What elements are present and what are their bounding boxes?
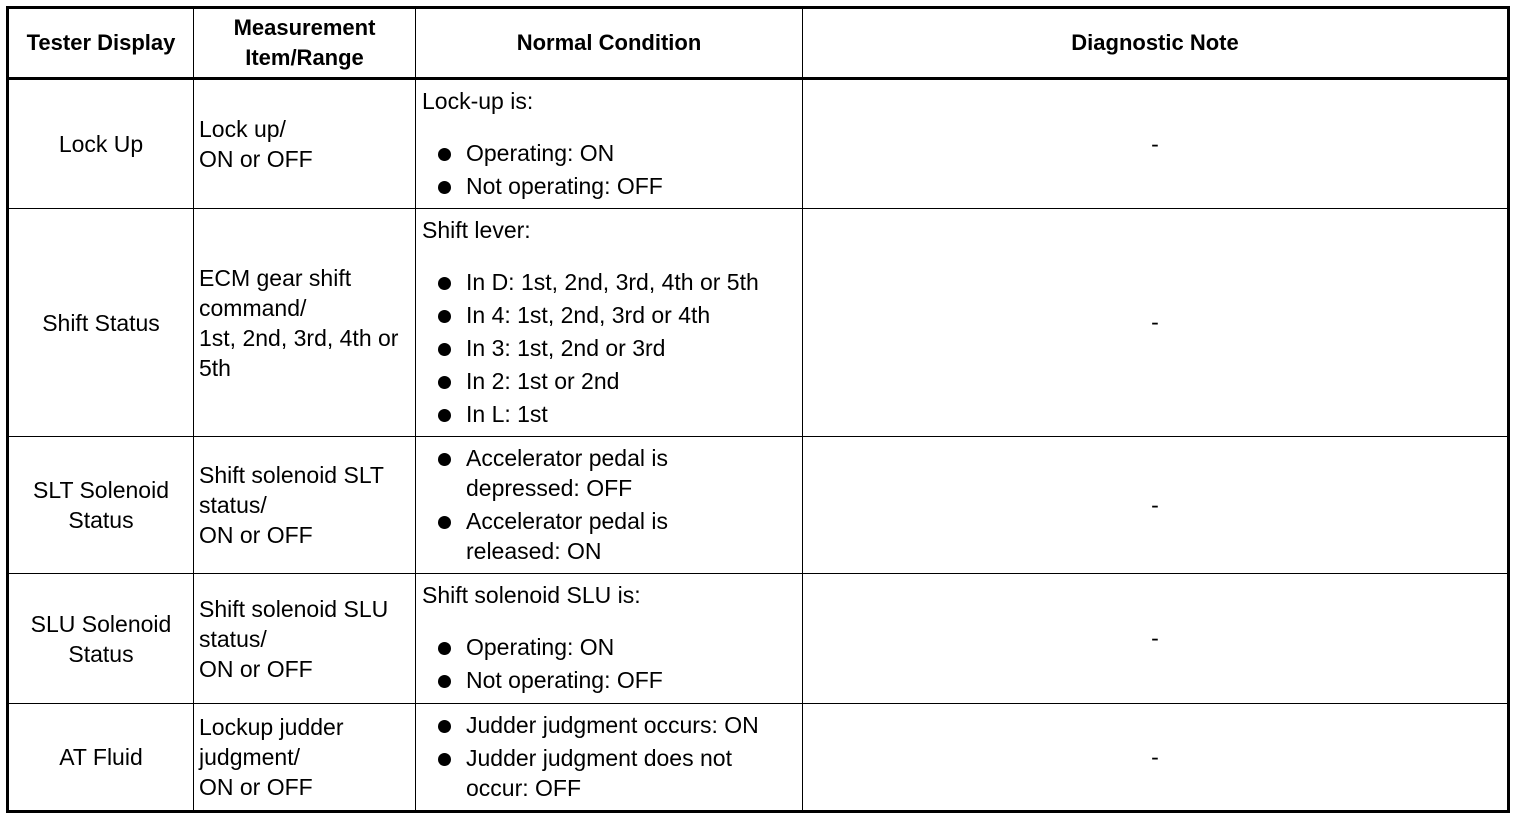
condition-lead-text: Shift solenoid SLU is: — [422, 582, 641, 608]
tester-display-cell: AT Fluid — [8, 704, 194, 812]
condition-list — [422, 138, 796, 201]
diagnostic-note-cell: - — [803, 437, 1509, 574]
diagnostic-note-cell: - — [803, 209, 1509, 437]
condition-bullet-item: In L: 1st — [422, 399, 796, 429]
condition-bullet-item: Not operating: OFF — [422, 171, 796, 201]
condition-bullet-item: Accelerator pedal is depressed: OFF — [422, 443, 796, 503]
table-row — [8, 574, 1509, 704]
condition-list — [422, 443, 796, 566]
measurement-item-cell: Lock up/ ON or OFF — [194, 79, 416, 209]
measurement-item-cell: ECM gear shift command/ 1st, 2nd, 3rd, 4th or 5th — [194, 209, 416, 437]
condition-bullet-item: Judder judgment occurs: ON — [422, 710, 796, 740]
diagnostic-note-cell: - — [803, 704, 1509, 812]
table-row — [8, 79, 1509, 209]
condition-bullet-item: In D: 1st, 2nd, 3rd, 4th or 5th — [422, 267, 796, 297]
normal-condition-cell — [416, 79, 803, 209]
measurement-item-cell: Shift solenoid SLT status/ ON or OFF — [194, 437, 416, 574]
condition-lead-text: Lock-up is: — [422, 88, 534, 114]
tester-display-cell: Lock Up — [8, 79, 194, 209]
condition-bullet-item: Not operating: OFF — [422, 665, 796, 695]
normal-condition-cell — [416, 437, 803, 574]
normal-condition-cell — [416, 574, 803, 704]
header-normal-condition: Normal Condition — [416, 8, 803, 79]
normal-condition-cell — [416, 209, 803, 437]
condition-list — [422, 632, 796, 695]
normal-condition-cell — [416, 704, 803, 812]
condition-lead-text: Shift lever: — [422, 217, 531, 243]
condition-bullet-item: In 4: 1st, 2nd, 3rd or 4th — [422, 300, 796, 330]
header-measurement-item-range: Measurement Item/Range — [194, 8, 416, 79]
diagnostic-note-cell: - — [803, 79, 1509, 209]
table-row — [8, 704, 1509, 812]
measurement-item-cell: Lockup judder judgment/ ON or OFF — [194, 704, 416, 812]
condition-bullet-item: Judder judgment does not occur: OFF — [422, 743, 796, 803]
condition-bullet-item: In 3: 1st, 2nd or 3rd — [422, 333, 796, 363]
table-row — [8, 209, 1509, 437]
data-list-table — [6, 6, 1510, 813]
condition-list — [422, 267, 796, 429]
condition-bullet-item: Operating: ON — [422, 632, 796, 662]
header-row — [8, 8, 1509, 79]
condition-list — [422, 710, 796, 803]
table-row — [8, 437, 1509, 574]
diagnostic-note-cell: - — [803, 574, 1509, 704]
tester-display-cell: SLU Solenoid Status — [8, 574, 194, 704]
tester-display-cell: Shift Status — [8, 209, 194, 437]
tester-display-cell: SLT Solenoid Status — [8, 437, 194, 574]
condition-bullet-item: In 2: 1st or 2nd — [422, 366, 796, 396]
measurement-item-cell: Shift solenoid SLU status/ ON or OFF — [194, 574, 416, 704]
condition-bullet-item: Operating: ON — [422, 138, 796, 168]
condition-bullet-item: Accelerator pedal is released: ON — [422, 506, 796, 566]
header-tester-display: Tester Display — [8, 8, 194, 79]
header-diagnostic-note: Diagnostic Note — [803, 8, 1509, 79]
